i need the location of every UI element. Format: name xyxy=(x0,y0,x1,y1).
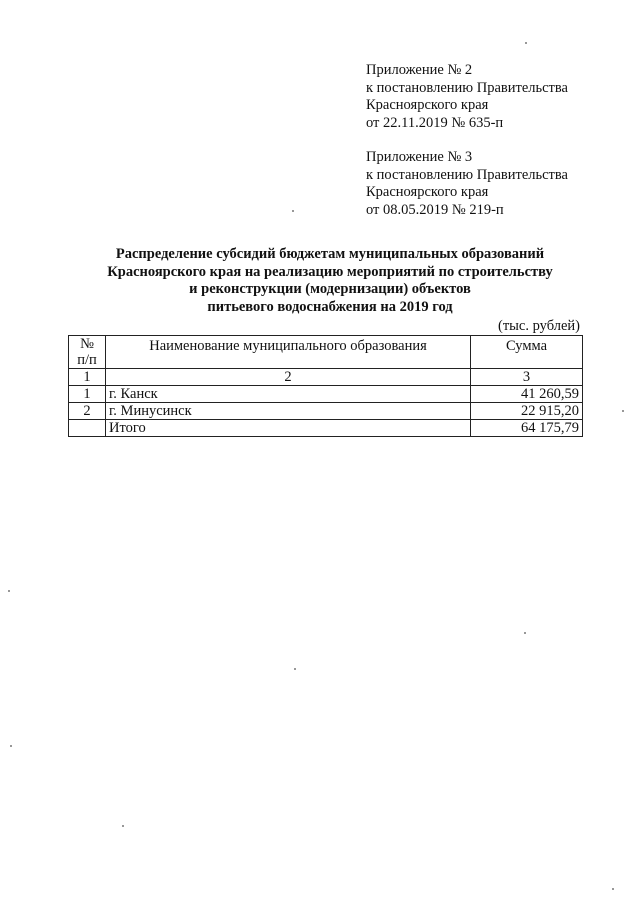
total-row xyxy=(69,420,583,437)
table-row xyxy=(69,386,583,403)
title-line2: Красноярского края на реализацию мероприятий по строительству xyxy=(107,263,553,280)
scan-speck xyxy=(622,410,624,412)
scan-speck xyxy=(8,590,10,592)
appendix-original-line2: к постановлению Правительства xyxy=(366,166,568,183)
appendix-current-line4: от 22.11.2019 № 635-п xyxy=(366,114,504,131)
appendix-original xyxy=(366,149,626,219)
appendix-original-line1: Приложение № 3 xyxy=(366,149,473,165)
scan-speck xyxy=(122,825,124,827)
subsidy-table xyxy=(68,335,583,437)
appendix-original-line3: Красноярского края xyxy=(366,184,489,200)
appendix-current-line3: Красноярского края xyxy=(366,97,489,113)
header-sum: Сумма xyxy=(471,336,583,369)
units-label: (тыс. рублей) xyxy=(498,318,580,334)
table-header-row xyxy=(69,336,583,369)
row-num: 2 xyxy=(69,403,106,420)
header-name: Наименование муниципального образования xyxy=(106,336,471,369)
scan-speck xyxy=(612,888,614,890)
document-title xyxy=(60,246,600,316)
column-number-1: 1 xyxy=(69,369,106,386)
scan-speck xyxy=(524,632,526,634)
appendix-current-line2: к постановлению Правительства xyxy=(366,79,568,96)
header-num xyxy=(69,336,106,369)
header-num-line1: № xyxy=(80,336,94,352)
row-sum: 22 915,20 xyxy=(471,403,583,420)
scan-speck xyxy=(525,42,527,44)
row-name: г. Канск xyxy=(106,386,471,403)
title-line4: питьевого водоснабжения на 2019 год xyxy=(207,298,453,315)
total-num xyxy=(69,420,106,437)
title-line1: Распределение субсидий бюджетам муниципальных образований xyxy=(115,246,545,262)
total-sum: 64 175,79 xyxy=(471,420,583,437)
row-num: 1 xyxy=(69,386,106,403)
row-name: г. Минусинск xyxy=(106,403,471,420)
appendix-original-line4: от 08.05.2019 № 219-п xyxy=(366,201,504,218)
column-number-2: 2 xyxy=(106,369,471,386)
table-row xyxy=(69,403,583,420)
appendix-current xyxy=(366,62,626,132)
scan-speck xyxy=(10,745,12,747)
title-line3: и реконструкции (модернизации) объектов xyxy=(189,281,471,297)
scan-speck xyxy=(294,668,296,670)
header-num-line2: п/п xyxy=(77,352,97,368)
column-number-3: 3 xyxy=(471,369,583,386)
appendix-current-line1: Приложение № 2 xyxy=(366,62,473,78)
row-sum: 41 260,59 xyxy=(471,386,583,403)
column-number-row xyxy=(69,369,583,386)
total-label: Итого xyxy=(106,420,471,437)
scan-speck xyxy=(292,210,294,212)
